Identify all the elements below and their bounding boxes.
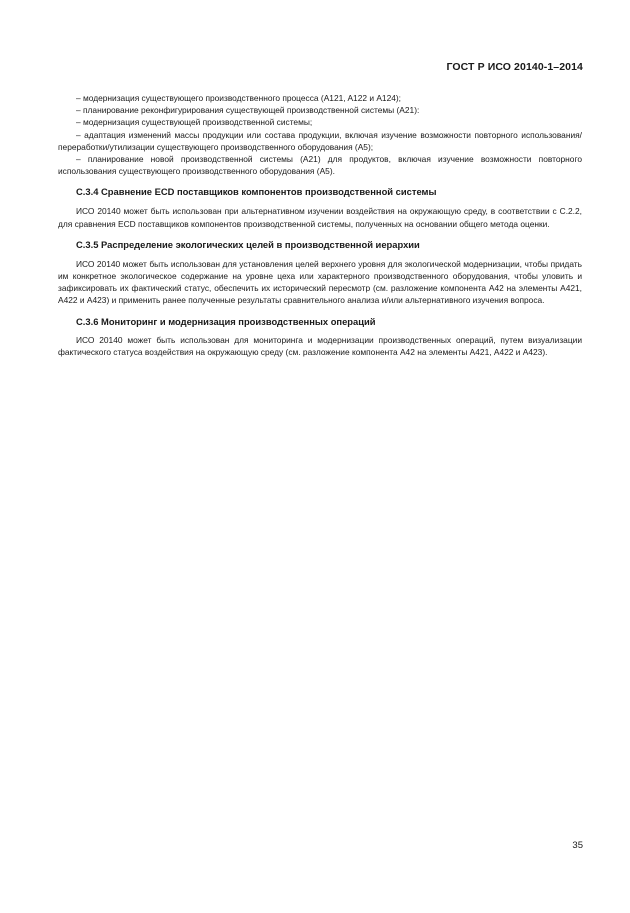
list-block [58, 92, 582, 177]
section-heading-c35: C.3.5 Распределение экологических целей в производственной иерархии [76, 238, 420, 250]
section-heading-c34: C.3.4 Сравнение ECD поставщиков компонентов производственной системы [76, 186, 437, 198]
list-item: – адаптация изменений массы продукции или состава продукции, включая изучение возможности повторного использования/переработки/утилизации существующего производственного оборудования (A5); [58, 129, 582, 152]
section-body-c35: ИСО 20140 может быть использован для установления целей верхнего уровня для экологической модернизации, чтобы придать им конкретное экологическое содержание на уровне цеха или характерного производственного оборудования, чтобы уловить и зафиксировать их фактический статус, обеспечить их исторический пересмотр (см. разложение компонента А42 на элементы А421, А422 и А423) и применить ранее полученные результаты сравнительного анализа и/или альтернативного изучения вопроса. [58, 258, 582, 306]
section-body-c36: ИСО 20140 может быть использован для мониторинга и модернизации производственных операций, путем визуализации фактического статуса воздействия на окружающую среду (см. разложение компонента А42 на элементы А421, А422 и А423). [58, 334, 582, 357]
section-body-c34: ИСО 20140 может быть использован при альтернативном изучении воздействия на окружающую среду, в соответствии с С.2.2, для сравнения ECD поставщиков компонентов производственной системы, полученных на основании общего метода оценки. [58, 206, 582, 229]
page-number: 35 [572, 840, 583, 851]
section-heading-c36: C.3.6 Мониторинг и модернизация производственных операций [76, 315, 376, 327]
standard-header: ГОСТ Р ИСО 20140-1–2014 [446, 61, 583, 73]
list-item: – планирование новой производственной системы (A21) для продуктов, включая изучение возможности повторного использования существующего производственного оборудования (A5). [58, 154, 582, 177]
list-item: – модернизация существующего производственного процесса (A121, A122 и A124); [76, 93, 402, 103]
list-item: – модернизация существующей производственной системы; [76, 117, 313, 128]
list-item: – планирование реконфигурирования существующей производственной системы (A21): [76, 105, 420, 116]
document-body [58, 92, 582, 358]
